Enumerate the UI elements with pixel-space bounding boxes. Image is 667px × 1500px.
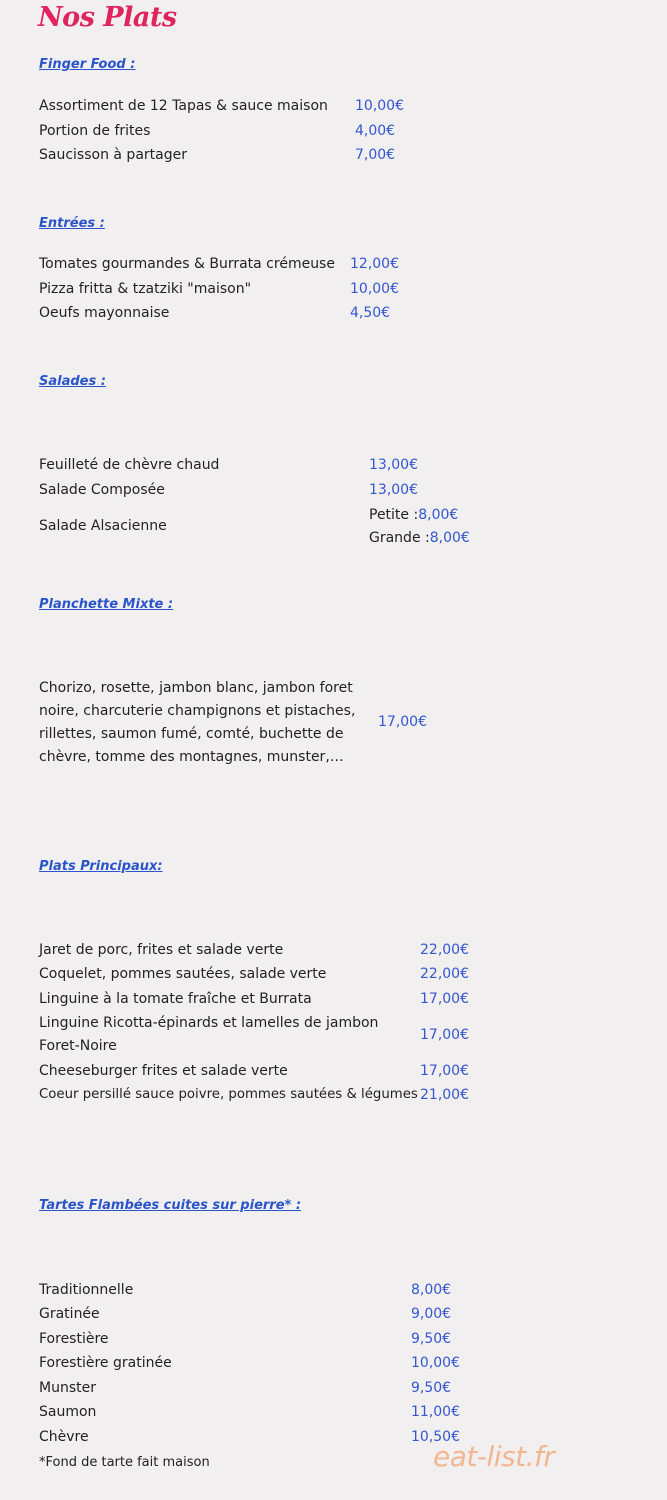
section-heading-plats: Plats Principaux: [39,859,163,874]
menu-item-price: 9,00€ [411,1306,452,1322]
menu-item-price-petite [369,507,458,523]
menu-item-price: 4,00€ [355,123,396,139]
footnote: *Fond de tarte fait maison [39,1455,210,1470]
menu-item-name: Feuilleté de chèvre chaud [39,457,220,473]
menu-item-name: Coeur persillé sauce poivre, pommes sautées & légumes [39,1087,418,1102]
menu-item-price-grande [369,530,470,546]
section-heading-entrees: Entrées : [39,216,105,231]
menu-item-description: Chorizo, rosette, jambon blanc, jambon foret noire, charcuterie champignons et pistaches, rillettes, saumon fumé, comté, buchette de chèvre, tomme des montagnes, munster,… [39,680,356,765]
menu-item-price: 22,00€ [420,942,469,958]
menu-item-name: Linguine Ricotta-épinards et lamelles de jambon Foret-Noire [39,1015,379,1054]
menu-item-name: Forestière [39,1331,109,1347]
menu-item-price: 7,00€ [355,147,396,163]
menu-item-name: Saucisson à partager [39,147,187,163]
menu-item-price: 13,00€ [369,457,418,473]
menu-item-price: 17,00€ [420,1063,469,1079]
page-title: Nos Plats [38,2,177,33]
menu-item-price: 17,00€ [420,991,469,1007]
menu-item-price: 10,50€ [411,1429,460,1445]
menu-item-name: Coquelet, pommes sautées, salade verte [39,966,327,982]
section-heading-planchette: Planchette Mixte : [39,597,174,612]
section-heading-salades: Salades : [39,374,106,389]
size-price: 8,00€ [418,507,459,523]
menu-item-name: Salade Alsacienne [39,518,167,534]
size-label: Petite : [369,507,419,523]
menu-item-price: 17,00€ [420,1027,469,1043]
menu-item-name: Saumon [39,1404,97,1420]
menu-item-name: Linguine à la tomate fraîche et Burrata [39,991,312,1007]
menu-item-price: 10,00€ [411,1355,460,1371]
section-heading-tartes: Tartes Flambées cuites sur pierre* : [39,1198,302,1213]
menu-item-price: 22,00€ [420,966,469,982]
menu-item-name: Tomates gourmandes & Burrata crémeuse [39,256,335,272]
menu-item-price: 12,00€ [350,256,399,272]
watermark: eat-list.fr [433,1440,555,1473]
menu-item-name: Gratinée [39,1306,100,1322]
menu-item-price: 8,00€ [411,1282,452,1298]
menu-item-name: Assortiment de 12 Tapas & sauce maison [39,98,328,114]
menu-item-name: Traditionnelle [39,1282,134,1298]
menu-item-price: 9,50€ [411,1331,452,1347]
section-heading-finger-food: Finger Food : [39,57,136,72]
menu-item-price: 9,50€ [411,1380,452,1396]
menu-item-name: Pizza fritta & tzatziki "maison" [39,281,252,297]
menu-item-price: 11,00€ [411,1404,460,1420]
menu-item-price: 4,50€ [350,305,391,321]
menu-item-name: Chèvre [39,1429,89,1445]
menu-item-name: Cheeseburger frites et salade verte [39,1063,288,1079]
menu-item-name: Forestière gratinée [39,1355,172,1371]
menu-item-price: 17,00€ [378,714,427,730]
menu-item-name: Oeufs mayonnaise [39,305,170,321]
size-label: Grande : [369,530,430,546]
menu-item-name: Salade Composée [39,482,165,498]
menu-item-name: Jaret de porc, frites et salade verte [39,942,284,958]
menu-item-name: Munster [39,1380,96,1396]
size-price: 8,00€ [429,530,470,546]
menu-item-price: 10,00€ [355,98,404,114]
menu-item-price: 10,00€ [350,281,399,297]
menu-item-name: Portion de frites [39,123,151,139]
menu-item-price: 13,00€ [369,482,418,498]
menu-item-price: 21,00€ [420,1087,469,1103]
